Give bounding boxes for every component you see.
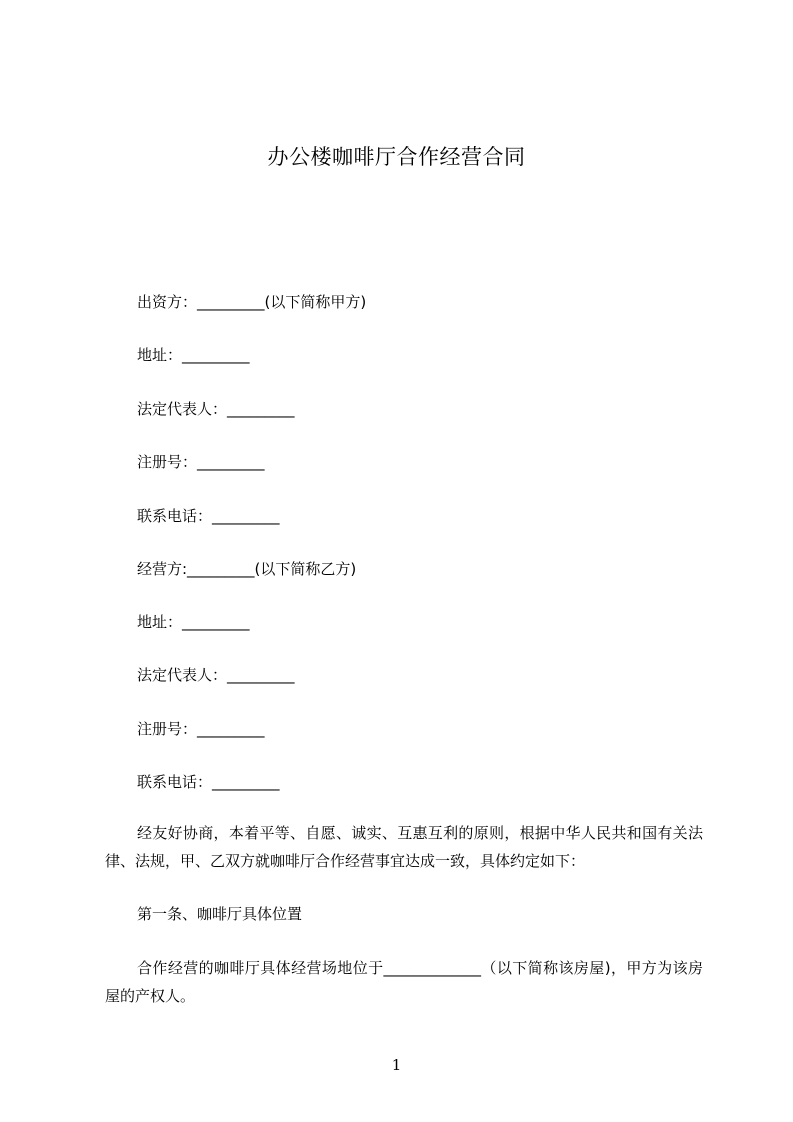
preamble-paragraph: 经友好协商，本着平等、自愿、诚实、互惠互利的原则，根据中华人民共和国有关法律、法规，甲、乙双方就咖啡厅合作经营事宜达成一致，具体约定如下：	[105, 824, 703, 870]
party-a-phone-line: 联系电话：_________	[137, 507, 280, 525]
party-a-registration-line: 注册号：_________	[137, 453, 265, 471]
article-1-paragraph: 合作经营的咖啡厅具体经营场地位于_____________（以下简称该房屋)，甲方为该房屋的产权人。	[105, 959, 703, 1005]
party-b-legal-rep-line: 法定代表人：_________	[137, 666, 295, 684]
party-b-address-line: 地址：_________	[137, 613, 250, 631]
contract-title: 办公楼咖啡厅合作经营合同	[267, 145, 526, 169]
party-b-registration-line: 注册号：_________	[137, 720, 265, 738]
page-number: 1	[391, 1056, 402, 1074]
party-b-phone-line: 联系电话：_________	[137, 773, 280, 791]
party-a-investor-line: 出资方：_________(以下简称甲方)	[137, 293, 367, 311]
article-1-heading: 第一条、咖啡厅具体位置	[137, 905, 303, 923]
party-a-legal-rep-line: 法定代表人：_________	[137, 400, 295, 418]
party-a-address-line: 地址：_________	[137, 346, 250, 364]
party-b-operator-line: 经营方:_________(以下简称乙方)	[137, 560, 357, 578]
